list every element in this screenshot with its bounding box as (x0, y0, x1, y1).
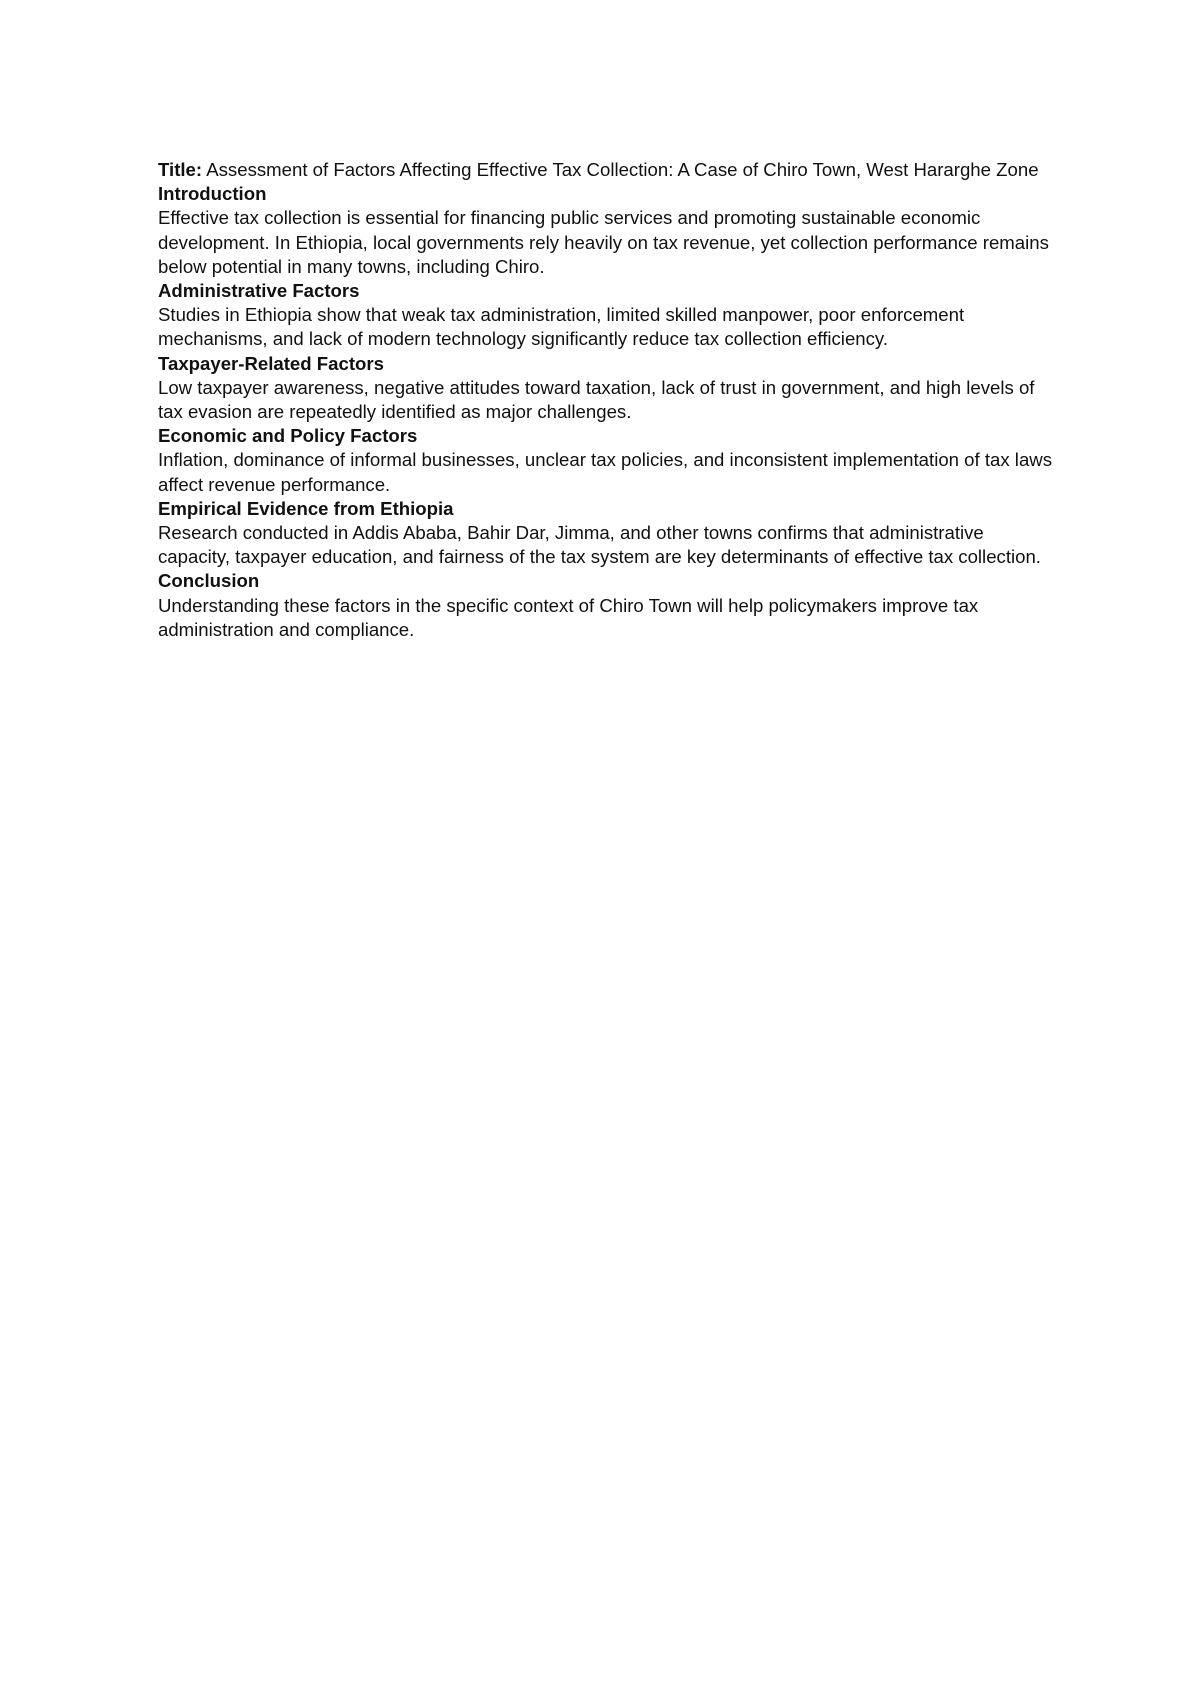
section-body-conclusion: Understanding these factors in the specific context of Chiro Town will help policymakers improve tax administration and compliance. (158, 594, 979, 640)
section-body-administrative-factors: Studies in Ethiopia show that weak tax administration, limited skilled manpower, poor enforcement mechanisms, and lack of modern technology significantly reduce tax collection efficiency. (158, 304, 965, 350)
document-title (158, 158, 1058, 182)
section-body-taxpayer-related-factors: Low taxpayer awareness, negative attitudes toward taxation, lack of trust in government, and high levels of tax evasion are repeatedly identified as major challenges. (158, 376, 1035, 423)
section-heading-administrative-factors: Administrative Factors (158, 280, 360, 302)
section-body-economic-policy-factors: Inflation, dominance of informal businesses, unclear tax policies, and inconsistent implementation of tax laws affect revenue performance. (158, 449, 1053, 495)
section-body-introduction: Effective tax collection is essential for financing public services and promoting sustainable economic development. In Ethiopia, local governments rely heavily on tax revenue, yet collection performance remains below potential in many towns, including Chiro. (158, 207, 1049, 277)
document-body (158, 158, 1058, 642)
section-heading-taxpayer-related-factors: Taxpayer-Related Factors (158, 352, 384, 374)
section-heading-economic-policy-factors: Economic and Policy Factors (158, 425, 418, 447)
section-heading-introduction: Introduction (158, 183, 267, 205)
section-heading-conclusion: Conclusion (158, 570, 260, 592)
section-heading-empirical-evidence: Empirical Evidence from Ethiopia (158, 497, 454, 519)
title-label: Title: (158, 159, 203, 180)
title-text: Assessment of Factors Affecting Effective Tax Collection: A Case of Chiro Town, West Hararghe Zone (202, 159, 1039, 180)
section-body-empirical-evidence: Research conducted in Addis Ababa, Bahir Dar, Jimma, and other towns confirms that administrative capacity, taxpayer education, and fairness of the tax system are key determinants of effective tax collection. (158, 522, 1041, 568)
